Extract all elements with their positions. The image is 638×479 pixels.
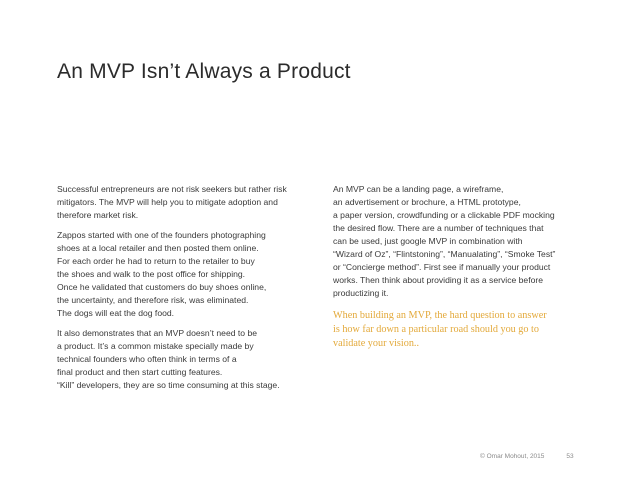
paragraph bbox=[333, 183, 595, 300]
text-line: the desired flow. There are a number of techniques that bbox=[333, 223, 544, 233]
text-line: therefore market risk. bbox=[57, 210, 139, 220]
text-line: Successful entrepreneurs are not risk seekers but rather risk bbox=[57, 184, 287, 194]
text-line: an advertisement or brochure, a HTML prototype, bbox=[333, 197, 521, 207]
text-line: productizing it. bbox=[333, 288, 389, 298]
slide-title: An MVP Isn’t Always a Product bbox=[57, 60, 351, 83]
text-line: final product and then start cutting features. bbox=[57, 367, 223, 377]
text-line: “Kill” developers, they are so time consuming at this stage. bbox=[57, 380, 280, 390]
paragraph bbox=[57, 229, 302, 320]
text-line: “Wizard of Oz”, “Flintstoning”, “Manualating”, “Smoke Test” bbox=[333, 249, 556, 259]
footer bbox=[480, 453, 574, 460]
text-line: a product. It’s a common mistake specially made by bbox=[57, 341, 254, 351]
text-line: works. Then think about providing it as a service before bbox=[333, 275, 544, 285]
quote-line: is how far down a particular road should you go to bbox=[333, 324, 539, 335]
page-number: 53 bbox=[566, 453, 574, 460]
text-line: Zappos started with one of the founders photographing bbox=[57, 230, 266, 240]
text-line: the uncertainty, and therefore risk, was eliminated. bbox=[57, 295, 249, 305]
highlight-quote bbox=[333, 309, 595, 351]
copyright-text: © Omar Mohout, 2015 bbox=[480, 453, 545, 460]
quote-line: When building an MVP, the hard question to answer bbox=[333, 310, 547, 321]
text-line: or “Concierge method”. First see if manually your product bbox=[333, 262, 551, 272]
text-line: can be used, just google MVP in combination with bbox=[333, 236, 523, 246]
quote-line: validate your vision.. bbox=[333, 338, 420, 349]
text-line: The dogs will eat the dog food. bbox=[57, 308, 175, 318]
text-line: For each order he had to return to the retailer to buy bbox=[57, 256, 255, 266]
text-line: the shoes and walk to the post office for shipping. bbox=[57, 269, 246, 279]
right-column bbox=[333, 183, 595, 351]
paragraph bbox=[57, 327, 302, 392]
text-line: Once he validated that customers do buy shoes online, bbox=[57, 282, 267, 292]
text-line: a paper version, crowdfunding or a clickable PDF mocking bbox=[333, 210, 555, 220]
text-line: shoes at a local retailer and then posted them online. bbox=[57, 243, 259, 253]
paragraph bbox=[57, 183, 302, 222]
text-line: mitigators. The MVP will help you to mitigate adoption and bbox=[57, 197, 278, 207]
text-line: It also demonstrates that an MVP doesn’t need to be bbox=[57, 328, 258, 338]
text-line: technical founders who often think in terms of a bbox=[57, 354, 237, 364]
left-column bbox=[57, 183, 302, 399]
text-line: An MVP can be a landing page, a wireframe, bbox=[333, 184, 504, 194]
